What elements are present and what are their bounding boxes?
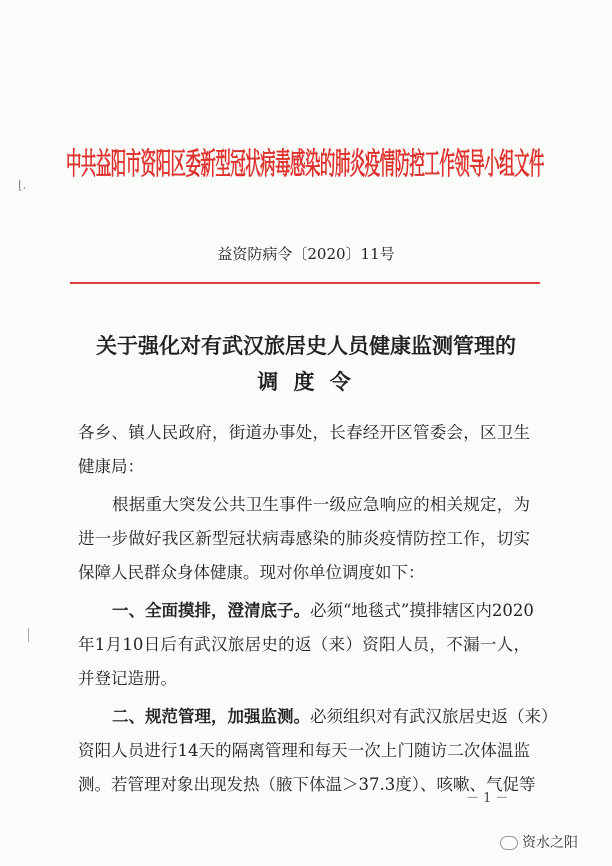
watermark bbox=[500, 832, 578, 852]
item-text: 必须“地毯式”摸排辖区内2020 bbox=[310, 601, 534, 620]
document-number: 益资防病令〔2020〕11号 bbox=[217, 245, 395, 263]
paragraph-line: 并登记造册。 bbox=[78, 669, 177, 688]
paragraph-line: 保障人民群众身体健康。现对你单位调度如下： bbox=[78, 563, 425, 582]
addressee: 各乡、镇人民政府，街道办事处，长春经开区管委会，区卫生 bbox=[78, 423, 530, 442]
item-heading: 二、规范管理，加强监测。 bbox=[112, 707, 310, 726]
page-number: － 1 － bbox=[466, 791, 509, 806]
red-divider bbox=[70, 282, 540, 284]
paragraph-line bbox=[112, 706, 558, 728]
watermark-text: 资水之阳 bbox=[522, 835, 578, 851]
scan-mark bbox=[28, 628, 29, 642]
wechat-icon bbox=[500, 836, 518, 850]
item-heading: 一、全面摸排，澄清底子。 bbox=[112, 601, 310, 620]
document-title-2: 调 度 令 bbox=[257, 369, 355, 394]
paragraph-line: 资阳人员进行14天的隔离管理和每天一次上门随访二次体温监 bbox=[78, 741, 530, 760]
paragraph-line: 年1月10日后有武汉旅居史的返（来）资阳人员，不漏一人， bbox=[78, 635, 530, 654]
addressee: 健康局： bbox=[78, 457, 144, 476]
paragraph-line: 进一步做好我区新型冠状病毒感染的肺炎疫情防控工作，切实 bbox=[78, 529, 530, 548]
scan-mark: ⌊. bbox=[18, 178, 27, 192]
paragraph-line: 根据重大突发公共卫生事件一级应急响应的相关规定，为 bbox=[112, 495, 530, 514]
paragraph-line: 测。若管理对象出现发热（腋下体温＞37.3度）、咳嗽、气促等 bbox=[78, 775, 536, 794]
red-header-title: 中共益阳市资阳区委新型冠状病毒感染的肺炎疫情防控工作领导小组文件 bbox=[66, 147, 544, 182]
item-text: 必须组织对有武汉旅居史返（来） bbox=[310, 707, 558, 726]
paragraph-line bbox=[112, 600, 534, 622]
document-title: 关于强化对有武汉旅居史人员健康监测管理的 bbox=[96, 333, 516, 358]
